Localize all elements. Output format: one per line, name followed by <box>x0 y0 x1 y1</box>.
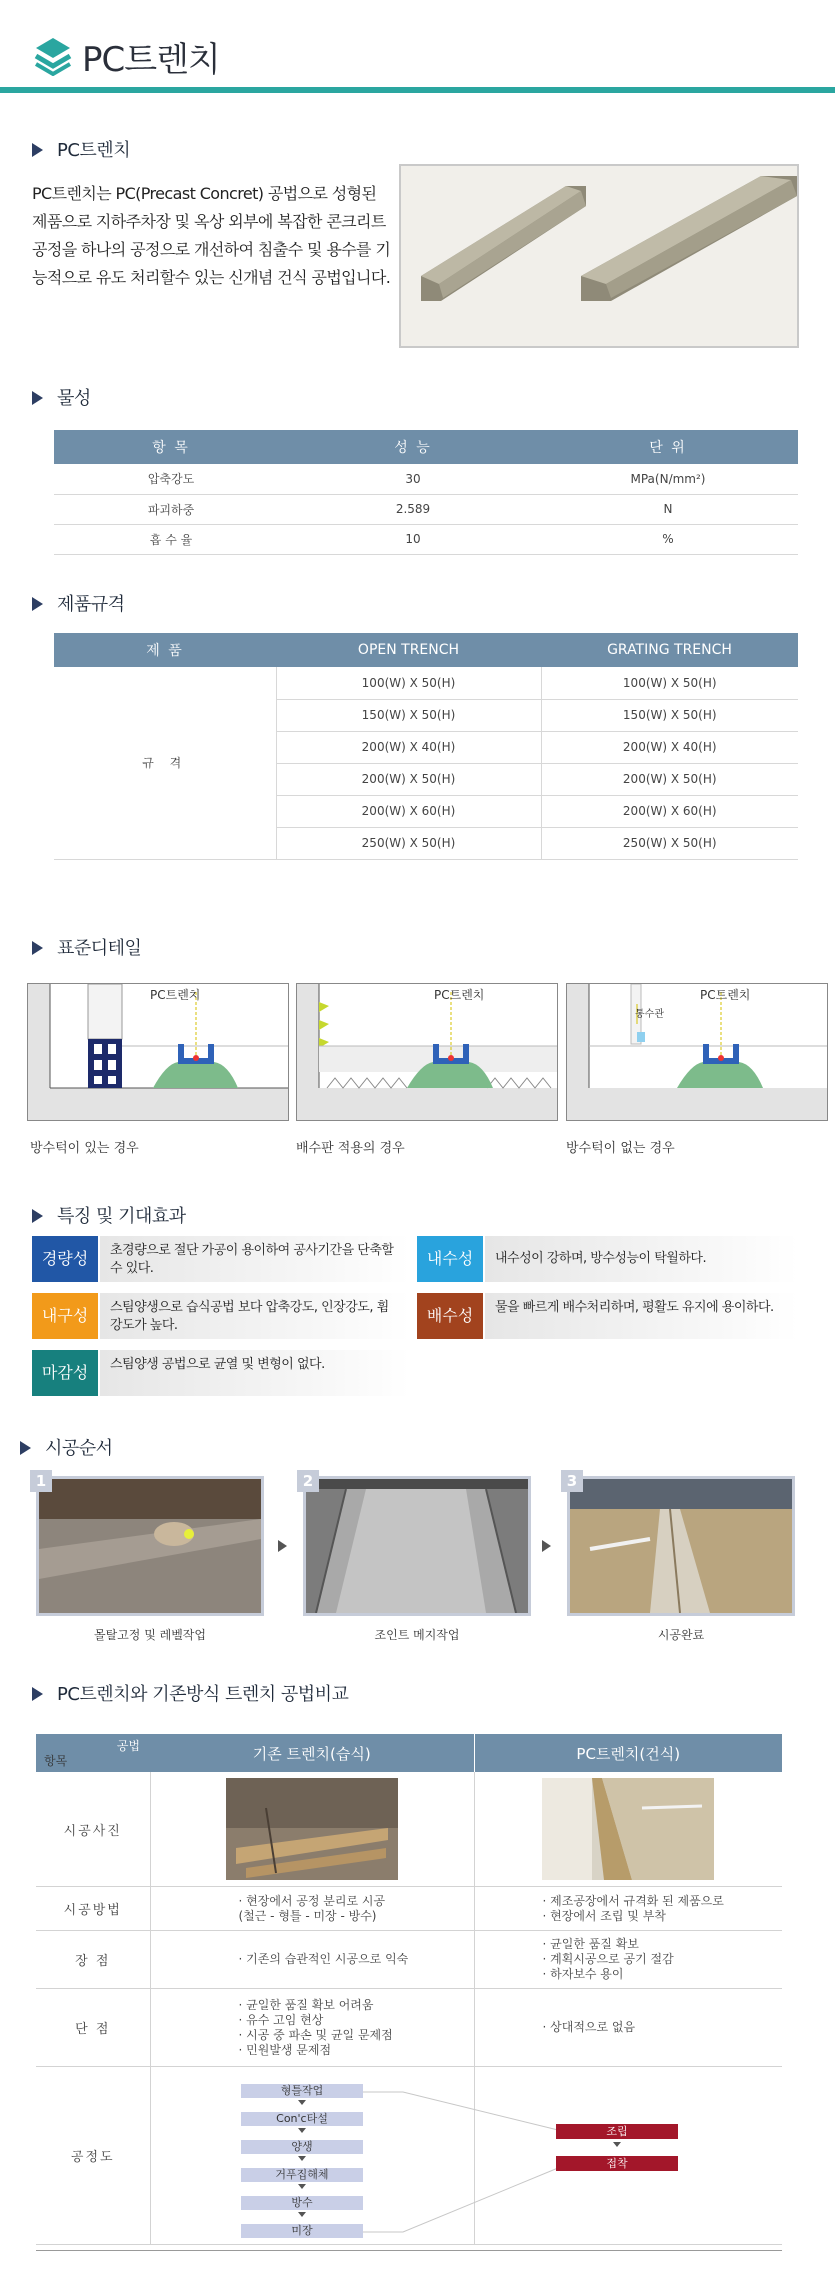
table-cell: 200(W) X 40(H) <box>276 731 541 763</box>
detail-pipe-tag: 통수관 <box>635 1009 664 1020</box>
table-cell: % <box>538 524 798 554</box>
bullet-line: · 시공 중 파손 및 균일 문제점 <box>238 2027 393 2042</box>
process-step-old: 형틀작업 <box>241 2084 363 2098</box>
bullet-triangle-icon <box>32 597 43 611</box>
compare-row-label: 장 점 <box>36 1931 150 1989</box>
bullet-line: · 민원발생 문제점 <box>238 2042 332 2057</box>
table-cell: N <box>538 494 798 524</box>
feature-label-water-resistance: 내수성 <box>417 1236 483 1282</box>
process-step-old: 양생 <box>241 2140 363 2154</box>
section-heading-steps: 시공순서 <box>20 1434 113 1460</box>
table-cell: 흡 수 율 <box>54 524 288 554</box>
intro-text: PC트렌치는 PC(Precast Concret) 공법으로 성형된 제품으로 지하주차장 및 옥상 외부에 복잡한 콘크리트 공정을 하나의 공정으로 개선하여 침출수 및 용수를 기능적으로 유도 처리할수 있는 신개념 건식 공법입니다. <box>32 184 391 287</box>
logo-icon <box>32 36 74 76</box>
bullet-triangle-icon <box>32 941 43 955</box>
down-arrow-icon <box>298 2128 306 2133</box>
compare-row-label: 시공방법 <box>36 1887 150 1931</box>
table-cell: 150(W) X 50(H) <box>276 699 541 731</box>
table-row <box>36 1772 782 1887</box>
step-photo-3 <box>567 1476 795 1616</box>
compare-cell-new <box>474 1887 782 1931</box>
step-arrow-icon <box>542 1540 551 1552</box>
process-step-old: 방수 <box>241 2196 363 2210</box>
compare-corner-top: 공법 <box>116 1739 140 1753</box>
down-arrow-icon <box>298 2212 306 2217</box>
table-row <box>54 464 798 494</box>
down-arrow-icon <box>298 2156 306 2161</box>
bullet-line: · 기존의 습관적인 시공으로 익숙 <box>238 1952 409 1966</box>
feature-text-finish: 스팀양생 공법으로 균열 및 변형이 없다. <box>100 1350 410 1396</box>
detail-caption-3: 방수턱이 없는 경우 <box>566 1141 675 1156</box>
table-cell: 10 <box>288 524 538 554</box>
bullet-line: · 상대적으로 없음 <box>542 2020 636 2034</box>
table-cell: 2.589 <box>288 494 538 524</box>
product-photo <box>399 164 799 348</box>
table-row <box>54 667 798 699</box>
detail-tag: PC트렌치 <box>700 988 751 1002</box>
feature-label-lightweight: 경량성 <box>32 1236 98 1282</box>
bullet-line: · 제조공장에서 규격화 된 제품으로 <box>542 1893 724 1908</box>
page-title: PC트렌치 <box>82 40 220 80</box>
spec-table <box>54 633 798 860</box>
compare-cell-old <box>150 1989 474 2067</box>
bullet-line: · 하자보수 용이 <box>542 1967 624 1981</box>
down-arrow-icon <box>298 2184 306 2189</box>
bullet-triangle-icon <box>32 391 43 405</box>
table-row <box>36 1931 782 1989</box>
compare-row-label: 단 점 <box>36 1989 150 2067</box>
spec-header-product: 제 품 <box>54 633 276 667</box>
step-number: 2 <box>297 1470 319 1492</box>
detail-diagram-3 <box>566 983 828 1121</box>
bullet-line: (철근 - 형틀 - 미장 - 방수) <box>238 1908 377 1923</box>
bullet-line: · 균일한 품질 확보 어려움 <box>238 1997 374 2012</box>
compare-header-new: PC트렌치(건식) <box>474 1734 782 1772</box>
process-step-new: 조립 <box>556 2124 678 2139</box>
spec-header-grating: GRATING TRENCH <box>541 633 798 667</box>
detail-caption-2: 배수판 적용의 경우 <box>296 1141 405 1156</box>
bullet-triangle-icon <box>20 1441 31 1455</box>
footer-divider <box>36 2250 782 2251</box>
process-connectors <box>363 2086 563 2236</box>
compare-row-label: 시공사진 <box>36 1772 150 1887</box>
compare-cell-new <box>474 1989 782 2067</box>
feature-label-finish: 마감성 <box>32 1350 98 1396</box>
table-cell: 200(W) X 60(H) <box>541 795 798 827</box>
process-step-new: 접착 <box>556 2156 678 2171</box>
compare-row-label: 공정도 <box>36 2067 150 2245</box>
step-caption-2: 조인트 메지작업 <box>374 1628 460 1642</box>
spec-row-label: 규 격 <box>54 667 276 859</box>
table-row <box>36 1989 782 2067</box>
compare-cell-old <box>150 1931 474 1989</box>
bullet-triangle-icon <box>32 1209 43 1223</box>
detail-caption-1: 방수턱이 있는 경우 <box>30 1141 139 1156</box>
compare-photo-old <box>150 1772 474 1887</box>
table-cell: 250(W) X 50(H) <box>541 827 798 859</box>
compare-cell-new <box>474 1931 782 1989</box>
bullet-line: · 현장에서 공정 분리로 시공 <box>238 1893 386 1908</box>
table-cell: 200(W) X 60(H) <box>276 795 541 827</box>
section-heading-details: 표준디테일 <box>32 934 141 960</box>
feature-text-water-resistance: 내수성이 강하며, 방수성능이 탁월하다. <box>485 1236 798 1282</box>
bullet-triangle-icon <box>32 1687 43 1701</box>
table-cell: 250(W) X 50(H) <box>276 827 541 859</box>
step-caption-1: 몰탈고정 및 레벨작업 <box>94 1628 206 1642</box>
table-cell: 압축강도 <box>54 464 288 494</box>
bullet-line: · 현장에서 조립 및 부착 <box>542 1908 666 1923</box>
spec-header-open: OPEN TRENCH <box>276 633 541 667</box>
feature-text-drainage: 물을 빠르게 배수처리하며, 평활도 유지에 용이하다. <box>485 1293 798 1339</box>
feature-label-durability: 내구성 <box>32 1293 98 1339</box>
compare-corner-bottom: 항목 <box>44 1754 68 1768</box>
section-heading-compare: PC트렌치와 기존방식 트렌치 공법비교 <box>32 1680 348 1706</box>
props-header-item: 항 목 <box>54 430 288 464</box>
properties-table <box>54 430 798 555</box>
compare-cell-old <box>150 1887 474 1931</box>
header-divider <box>0 87 835 93</box>
table-cell: 100(W) X 50(H) <box>276 667 541 699</box>
detail-diagram-1 <box>27 983 289 1121</box>
process-step-old: 미장 <box>241 2224 363 2238</box>
step-number: 3 <box>561 1470 583 1492</box>
step-number: 1 <box>30 1470 52 1492</box>
table-row <box>36 1887 782 1931</box>
detail-diagram-2 <box>296 983 558 1121</box>
feature-label-drainage: 배수성 <box>417 1293 483 1339</box>
step-photo-1 <box>36 1476 264 1616</box>
process-step-old: Con'c타설 <box>241 2112 363 2126</box>
step-caption-3: 시공완료 <box>657 1628 705 1642</box>
step-arrow-icon <box>278 1540 287 1552</box>
feature-text-durability: 스팀양생으로 습식공법 보다 압축강도, 인장강도, 휨강도가 높다. <box>100 1293 410 1339</box>
table-cell: 200(W) X 40(H) <box>541 731 798 763</box>
step-photo-2 <box>303 1476 531 1616</box>
section-heading-pc-trench: PC트렌치 <box>32 136 130 162</box>
section-heading-spec: 제품규격 <box>32 590 125 616</box>
bullet-line: · 계획시공으로 공기 절감 <box>542 1952 674 1966</box>
bullet-triangle-icon <box>32 143 43 157</box>
table-row <box>54 494 798 524</box>
table-row <box>54 524 798 554</box>
compare-corner <box>36 1734 150 1772</box>
detail-tag: PC트렌치 <box>434 988 485 1002</box>
table-cell: 200(W) X 50(H) <box>541 763 798 795</box>
detail-tag: PC트렌치 <box>150 988 201 1002</box>
compare-header-old: 기존 트렌치(습식) <box>150 1734 474 1772</box>
section-heading-properties: 물성 <box>32 384 91 410</box>
table-cell: MPa(N/mm²) <box>538 464 798 494</box>
section-heading-features: 특징 및 기대효과 <box>32 1202 186 1228</box>
process-step-old: 거푸집해체 <box>241 2168 363 2182</box>
bullet-line: · 유수 고임 현상 <box>238 2012 324 2027</box>
down-arrow-icon <box>613 2142 621 2147</box>
feature-text-lightweight: 초경량으로 절단 가공이 용이하여 공사기간을 단축할수 있다. <box>100 1236 410 1282</box>
table-cell: 100(W) X 50(H) <box>541 667 798 699</box>
compare-photo-new <box>474 1772 782 1887</box>
props-header-performance: 성 능 <box>288 430 538 464</box>
table-cell: 30 <box>288 464 538 494</box>
table-cell: 150(W) X 50(H) <box>541 699 798 731</box>
table-cell: 200(W) X 50(H) <box>276 763 541 795</box>
props-header-unit: 단 위 <box>538 430 798 464</box>
bullet-line: · 균일한 품질 확보 <box>542 1937 639 1951</box>
table-cell: 파괴하중 <box>54 494 288 524</box>
down-arrow-icon <box>298 2100 306 2105</box>
